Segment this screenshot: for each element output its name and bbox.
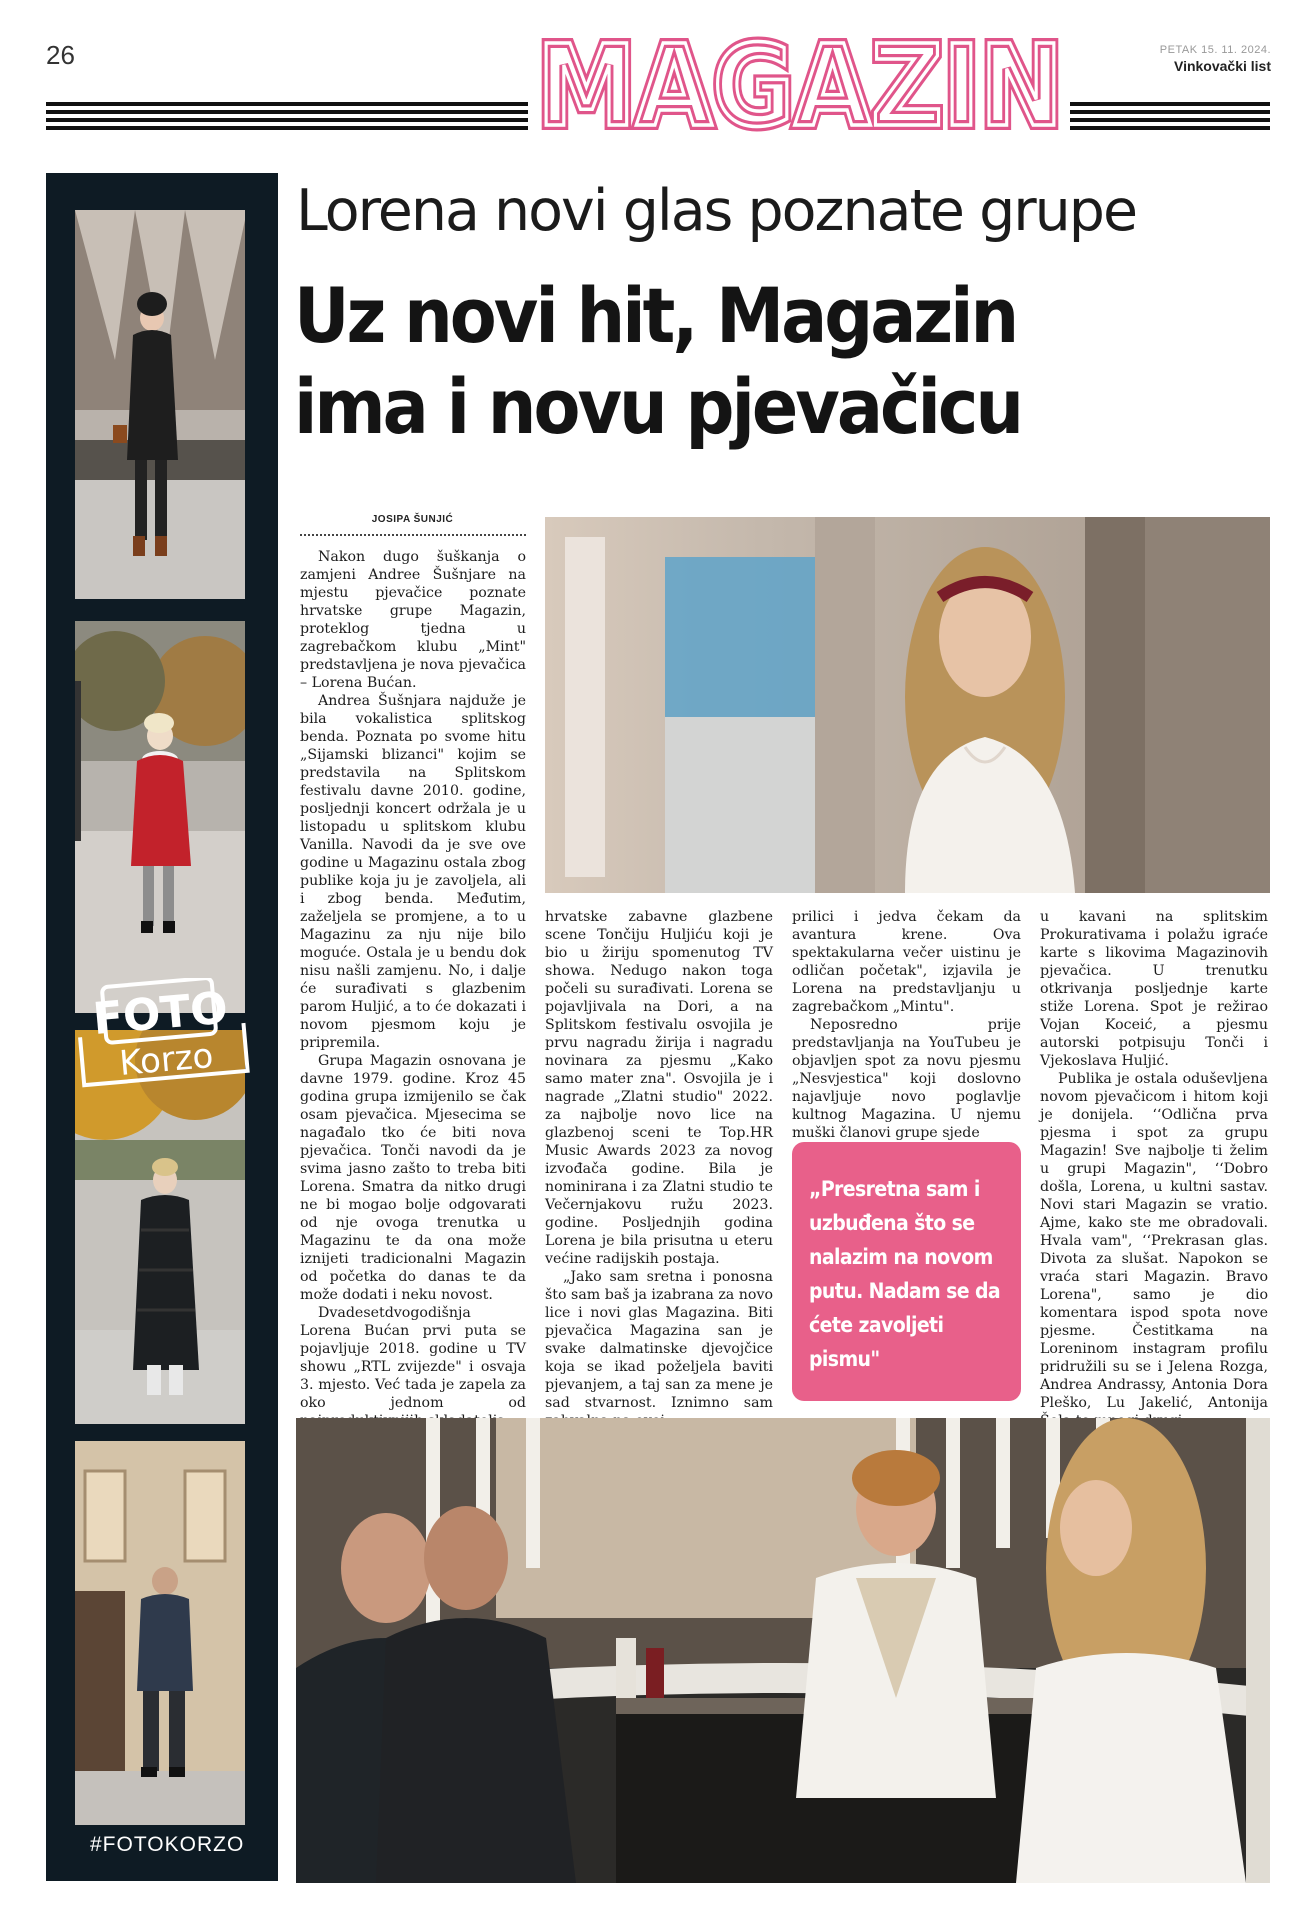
foto-korzo-stamp (76, 978, 251, 1088)
article-headline (294, 270, 1279, 452)
page-number: 26 (46, 40, 75, 70)
photo-strip (46, 173, 278, 1881)
header-rule-right (1070, 102, 1270, 138)
paragraph: Nakon dugo šuškanja o zamjeni Andree Šušnjare na mjestu pjevačice poznate hrvatske grupe Magazin, proteklog tjedna u zagrebačkom klubu „Mint" predstavljena je nova pjevačica – Lorena Bućan. (300, 549, 526, 691)
header-rule-left (46, 102, 528, 138)
paragraph: Andrea Šušnjara najduže je bila vokalistica splitskog benda. Poznata po svome hitu „Sijamski blizanci" kojim se predstavila na Splitskom festivalu davne 2010. godine, posljednji koncert održala je u listopadu u splitskom klubu Vanilla. Navodi da je sve ove godine u Magazinu ostala zbog publike koja ju je zavoljela, ali i zbog benda. Međutim, zaželjela se promjene, a to u Magazinu za nju nije bilo moguće. Ostala je u bendu dok nisu našli zamjenu. No, i dalje će surađivati s glazbenim parom Huljić, a to će dokazati i novom pjesmom koju je pripremila. (300, 693, 526, 1051)
street-photo-3 (75, 1030, 245, 1424)
band-cafe-photo (296, 1418, 1270, 1883)
article-column-3 (792, 908, 1021, 1142)
paragraph: prilici i jedva čekam da avantura krene. Ova spektakularna večer uistinu je odličan početak", izjavila je Lorena na predstavljanju u zagrebačkom „Mintu". (792, 909, 1021, 1015)
article-kicker: Lorena novi glas poznate grupe (296, 178, 1137, 244)
foto-korzo-hashtag: #FOTOKORZO (90, 1833, 245, 1856)
article-column-4 (1040, 908, 1268, 1430)
article-column-2 (545, 908, 773, 1430)
paragraph: Grupa Magazin osnovana je davne 1979. godine. Kroz 45 godina grupa izmijenilo se čak osam pjevačica. Mjesecima se nagađalo tko će biti nova pjevačica. Tonči navodi da je svima jasno zašto to treba biti Lorena. Smatra da nitko drugi ne bi mogao bolje odgovarati od nje ovoga trenutka u Magazinu te da ona može iznijeti tradicionalni Magazin od početka do danas te da može dodati i neku novost. (300, 1053, 526, 1303)
paragraph: hrvatske zabavne glazbene scene Tončiju Huljiću koji je bio u žiriju spomenutog TV showa. Nedugo nakon toga počeli su surađivati. Lorena se pojavljivala na Dori, a na Splitskom festivalu osvojila je prvu nagradu žirija i nagradu novinara za pjesmu „Kako samo mater zna". Osvojila je i nagrade „Zlatni studio" 2022. za najbolje novo lice na glazbenoj sceni te Top.HR Music Awards 2023 za novog izvođača godine. Bila je nominirana i za Zlatni studio te Večernjakovu ružu 2023. godine. Posljednjih godina Lorena je bila prisutna u eteru većine radijskih postaja. (545, 909, 773, 1267)
stamp-foto-text: FOTO (90, 982, 230, 1046)
author-divider (300, 534, 526, 536)
street-photo-1 (75, 210, 245, 599)
stamp-korzo-text: Korzo (117, 1035, 215, 1084)
issue-date: PETAK 15. 11. 2024. (1159, 44, 1271, 56)
article-column-1 (300, 548, 526, 1430)
lorena-portrait-photo (545, 517, 1270, 893)
headline-line-1: Uz novi hit, Magazin (294, 271, 1017, 360)
pull-quote-text: „Presretna sam i uzbuđena što se nalazim na novom putu. Nadam se da ćete zavoljeti pismu" (809, 1177, 1001, 1371)
headline-line-2: ima i novu pjevačicu (294, 362, 1022, 451)
paragraph: Dvadesetdvogodišnja Lorena Bućan prvi puta se pojavljuje 2018. godine u TV showu „RTL zvijezde" i osvaja 3. mjesto. Već tada je zapela za oko jednom od (300, 1305, 526, 1411)
masthead-section-title: MAGAZIN (537, 28, 1063, 138)
masthead-inline: MAGAZIN (537, 28, 1063, 138)
paragraph: „Jako sam sretna i ponosna što sam baš ja izabrana za novo lice i novi glas Magazina. Biti pjevačica Magazina san je svake dalmatinske djevojčice koja se ikad poželjela baviti pjevanjem, a taj san za mene je sad stvarnost. Iznimno sam (545, 1269, 774, 1411)
article-author: JOSIPA ŠUNJIĆ (371, 514, 454, 525)
paragraph: u kavani na splitskim Prokurativama i polažu igraće karte s likovima Magazinovih pjevačica. U trenutku otkrivanja posljednje karte stiže Lorena. Spot je režirao Vojan Koceić, a pjesmu autorski potpisuju Tonči i Vjekoslava Huljić. (1040, 909, 1268, 1069)
street-photo-2 (75, 621, 245, 1013)
street-photo-4 (75, 1441, 245, 1825)
publication-name: Vinkovački list (1173, 58, 1271, 74)
paragraph: Neposredno prije predstavljanja na YouTubeu je objavljen spot za novu pjesmu „Nesvjestica" koji doslovno najavljuje novo poglavlje kultnog Magazina. U njemu muški članovi grupe sjede (792, 1017, 1021, 1141)
masthead-logo (535, 28, 1065, 138)
paragraph: Publika je ostala oduševljena novom pjevačicom i hitom koji je donijela. ‘‘Odlična prva pjesma i spot za grupu Magazin! Sve najbolje ti želim u grupi Magazin", ‘‘Dobro došla, Lorena, u kultni sastav. Novi stari Magazin se vratio. Ajme, kako ste me obradovali. Hvala vam", ‘‘Prekrasan glas. Divota za slušat. Napokon se vraća stari Magazin. Bravo Lorena", samo je dio komentara ispod spota nove pjesme. Čestitkama na Loreninom instagram profilu pridružili su se i Jelena Rozga, Andrea Andrassy, Antonia Dora Pleško, Lu Jakelić, Antonija (1040, 1071, 1268, 1411)
pull-quote-box (792, 1142, 1021, 1401)
